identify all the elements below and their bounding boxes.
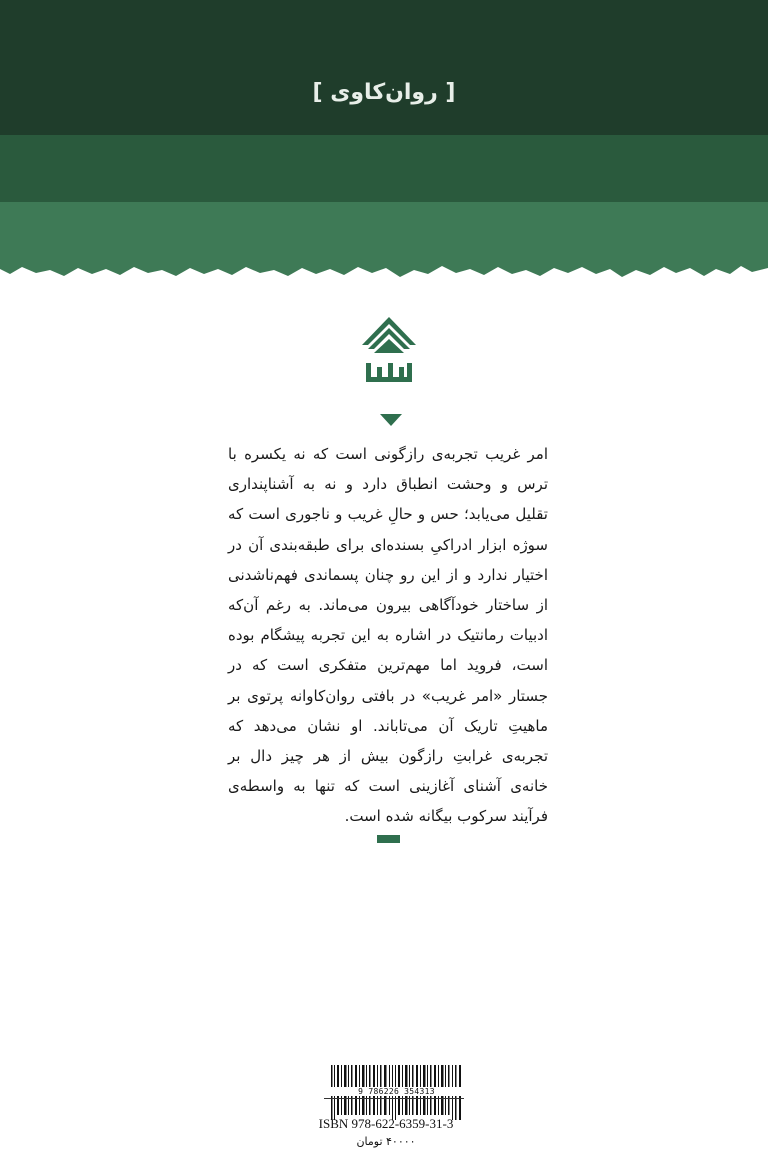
torn-paper-edge [0, 258, 768, 284]
header-dark-band [0, 0, 768, 135]
down-arrow-icon [380, 414, 402, 426]
barcode-digits: 9 786226 354313 [329, 1087, 464, 1096]
price-text: ۴۰۰۰۰ تومان [356, 1135, 416, 1148]
publisher-logo-icon [360, 315, 418, 395]
series-label: [ روان‌کاوی ] [312, 80, 456, 105]
divider-dash [377, 835, 400, 843]
header-mid-band [0, 135, 768, 202]
isbn-text: ISBN 978-622-6359-31-3 [318, 1116, 454, 1131]
barcode-rule [324, 1098, 464, 1099]
header-light-band [0, 202, 768, 264]
back-cover-blurb: امر غریب تجربه‌ی رازگونی است که نه یکسره با ترس و وحشت انطباق دارد و نه به آشناپنداری تقلیل می‌یابد؛ حس و حالِ غریب و ناجوری است که سوژه ابزار ادراکیِ بسنده‌ای برای طبقه‌بندی آن در اختیار ندارد و از این رو چنان پسماندی فهم‌ناشدنی از ساختار خودآگاهی بیرون می‌ماند. به رغم آن‌که ادبیات رمانتیک در اشاره به این تجربه پیشگام بوده است، فروید اما مهم‌ترین متفکری است که در جستار «امر غریب» در بافتی روان‌کاوانه پرتوی بر ماهیتِ تاریک آن می‌تاباند. او نشان می‌دهد که تجربه‌ی غرابتِ رازگون بیش از هر چیز دال بر خانه‌ی آشنای آغازینی است که تنها به واسطه‌ی فرآیند سرکوب بیگانه شده است. [228, 445, 548, 826]
